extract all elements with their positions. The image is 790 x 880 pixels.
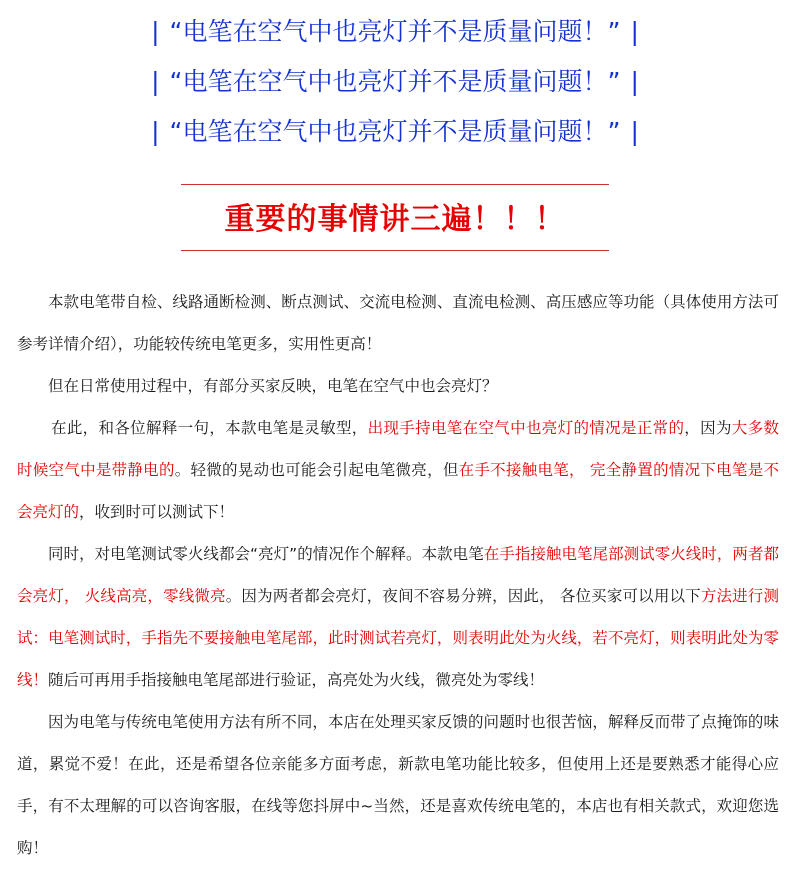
paragraph-closing-text: 因为电笔与传统电笔使用方法有所不同，本店在处理买家反馈的问题时也很苦恼，解释反而带了点掩饰的味道，累觉不爱！在此，还是希望各位亲能多方面考虑，新款电笔功能比较多，但使用上还是要熟悉才能得心应手，有不太理解的可以咨询客服，在线等您抖屏中~当然，还是喜欢传统电笔的，本店也有相关款式，欢迎您选购！ xyxy=(17,713,779,857)
static-text-4: ，收到时可以测试下！ xyxy=(79,503,235,521)
paragraph-features xyxy=(17,281,779,365)
article-body xyxy=(17,281,779,869)
test-text-1: 同时，对电笔测试零火线都会“亮灯”的情况作个解释。本款电笔 xyxy=(48,545,484,563)
headline-2 xyxy=(0,65,790,99)
top-divider xyxy=(181,184,609,185)
static-highlight-1: 出现手持电笔在空气中也亮灯的情况是正常的 xyxy=(367,419,685,437)
test-text-3: 随后可再用手指接触电笔尾部进行验证，高亮处为火线，微亮处为零线！ xyxy=(48,671,545,689)
paragraph-question xyxy=(17,365,779,407)
headline-2-right-bar: | xyxy=(630,67,639,96)
paragraph-closing xyxy=(17,701,779,869)
test-highlight-1: 在手指接触电笔尾部测试零火线时，两者都会亮灯， 火线高亮，零线微亮 xyxy=(17,545,779,605)
headline-3-text: “电笔在空气中也亮灯并不是质量问题！” xyxy=(169,117,621,146)
emphasis-title: 重要的事情讲三遍！！！ xyxy=(224,202,566,237)
headline-1-right-bar: | xyxy=(630,17,639,46)
headline-2-left-bar: | xyxy=(151,67,160,96)
headline-3-left-bar: | xyxy=(151,117,160,146)
static-text-1: 在此，和各位解释一句，本款电笔是灵敏型， xyxy=(51,419,368,437)
test-highlight-2: 方法进行测试：电笔测试时，手指先不要接触电笔尾部，此时测试若亮灯，则表明此处为火线，若不亮灯，则表明此处为零线！ xyxy=(17,587,779,689)
paragraph-neutral-live-test xyxy=(17,533,779,701)
paragraph-question-text: 但在日常使用过程中，有部分买家反映，电笔在空气中也会亮灯？ xyxy=(48,377,498,395)
static-highlight-2: 大多数时候空气中是带静电的 xyxy=(17,419,779,479)
headline-3 xyxy=(0,115,790,149)
paragraph-features-text: 本款电笔带自检、线路通断检测、断点测试、交流电检测、直流电检测、高压感应等功能（具体使用方法可参考详情介绍），功能较传统电笔更多，实用性更高！ xyxy=(17,293,779,353)
headline-1 xyxy=(0,15,790,49)
static-text-3: 。轻微的晃动也可能会引起电笔微亮，但 xyxy=(174,461,459,479)
static-text-2: ，因为 xyxy=(684,419,732,437)
headline-1-text: “电笔在空气中也亮灯并不是质量问题！” xyxy=(169,17,621,46)
paragraph-static-explanation xyxy=(17,407,779,533)
headline-1-left-bar: | xyxy=(151,17,160,46)
bottom-divider xyxy=(181,250,609,251)
static-highlight-3: 在手不接触电笔， 完全静置的情况下电笔是不会亮灯的 xyxy=(17,461,779,521)
test-text-2: 。因为两者都会亮灯，夜间不容易分辨，因此， 各位买家可以用以下 xyxy=(225,587,701,605)
headline-2-text: “电笔在空气中也亮灯并不是质量问题！” xyxy=(169,67,621,96)
headline-3-right-bar: | xyxy=(630,117,639,146)
